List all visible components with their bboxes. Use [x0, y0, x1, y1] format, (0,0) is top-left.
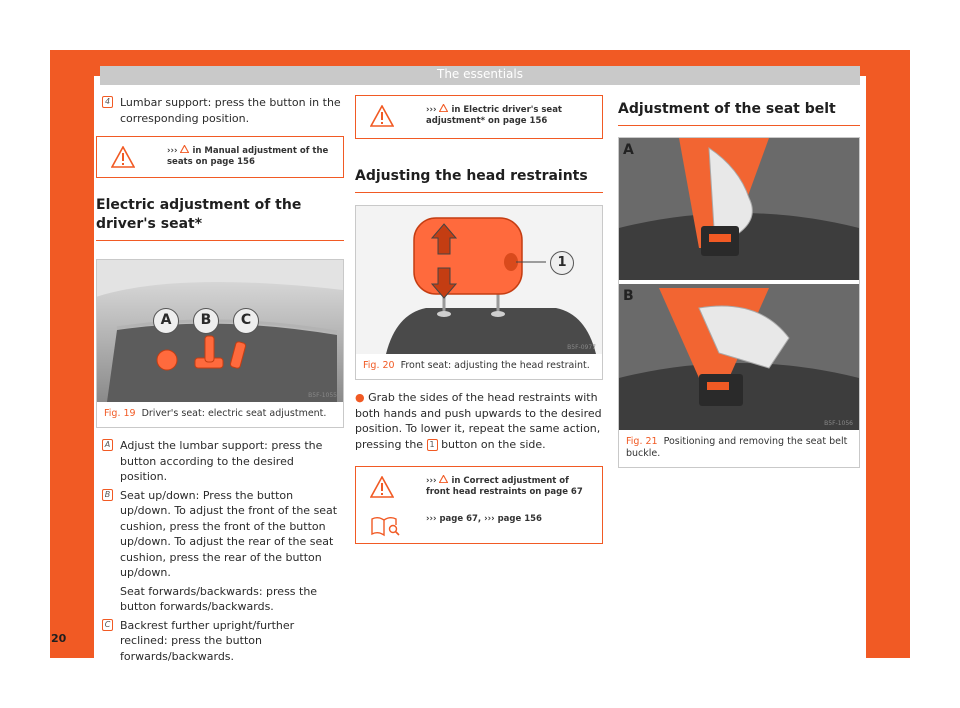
figure-code: B5F-1056	[824, 420, 853, 427]
figure-code: B5F-0977	[567, 344, 596, 351]
column-middle	[355, 95, 603, 544]
marker-b: B	[102, 489, 113, 501]
mini-warning-icon	[180, 145, 189, 153]
item-text: Seat up/down: Press the button up/down. To adjust the front of the seat cushion, press the front of the button up/down. To adjust the rear of the seat cushion, press the rear of the button up/down.	[120, 488, 338, 579]
bullet-icon: ●	[355, 391, 365, 404]
warning-arrows: ›››	[426, 476, 437, 486]
figure-caption	[619, 430, 859, 467]
seat-belt-image	[619, 138, 859, 430]
section-heading: Electric adjustment of the driver's seat*	[96, 196, 344, 241]
warning-link[interactable]: in Electric driver's seat adjustment* on page 156	[426, 105, 562, 126]
head-restraint-image	[356, 206, 602, 354]
warning-triangle-icon	[111, 146, 135, 168]
marker-c: C	[102, 619, 113, 631]
page-number: 20	[51, 632, 67, 645]
warning-link[interactable]: in Correct adjustment of front head restraints on page 67	[426, 476, 583, 497]
mini-warning-icon	[439, 104, 448, 112]
head-restraint-illustration	[356, 206, 602, 354]
warning-link[interactable]: in Manual adjustment of the seats on page 156	[167, 146, 329, 167]
warning-arrows: ›››	[426, 105, 437, 115]
instruction-text-after: button on the side.	[441, 437, 546, 451]
list-item-c	[96, 618, 344, 665]
seat-belt-illustration	[619, 138, 859, 430]
warning-arrows: ›››	[167, 146, 178, 156]
warning-triangle-icon	[370, 476, 394, 498]
marker-a: A	[102, 439, 113, 451]
warning-box	[355, 466, 603, 544]
callout-c: C	[233, 308, 259, 334]
warning-box	[355, 95, 603, 139]
instruction-text: Grab the sides of the head restraints with both hands and push upwards to the desired position. To lower it, repeat the same action, pressing the	[355, 391, 602, 451]
caption-text: Front seat: adjusting the head restraint.	[400, 360, 590, 371]
figure-code: B5F-1055	[308, 392, 337, 399]
item-text: Backrest further upright/further reclined: press the button forwards/backwards.	[120, 618, 295, 663]
marker-1: 1	[427, 439, 438, 451]
item-text-2: Seat forwards/backwards: press the button forwards/backwards.	[120, 584, 318, 613]
panel-label-b: B	[623, 288, 634, 304]
figure-caption	[356, 354, 602, 379]
header-title: The essentials	[437, 67, 523, 81]
section-heading: Adjusting the head restraints	[355, 167, 603, 193]
figure-label: Fig. 19	[104, 408, 136, 419]
mini-warning-icon	[439, 475, 448, 483]
caption-text: Driver's seat: electric seat adjustment.	[141, 408, 327, 419]
caption-text: Positioning and removing the seat belt buckle.	[626, 436, 848, 459]
header-bar	[100, 66, 860, 85]
column-right	[618, 95, 860, 468]
panel-label-a: A	[623, 142, 634, 158]
figure-caption	[97, 402, 343, 427]
callout-b: B	[193, 308, 219, 334]
list-item-a	[96, 438, 344, 485]
seat-illustration	[97, 260, 343, 402]
warning-box	[96, 136, 344, 178]
marker-4: 4	[102, 96, 113, 108]
list-item-4	[96, 95, 344, 126]
item-text: Lumbar support: press the button in the corresponding position.	[120, 96, 341, 125]
item-text: Adjust the lumbar support: press the button according to the desired position.	[120, 439, 323, 483]
page-references[interactable]: ››› page 67, ››› page 156	[426, 514, 542, 524]
section-heading: Adjustment of the seat belt	[618, 100, 860, 126]
figure-20	[355, 205, 603, 380]
column-left	[96, 95, 344, 667]
list-item-b	[96, 488, 344, 615]
figure-label: Fig. 21	[626, 436, 658, 447]
book-reference-icon	[370, 513, 400, 537]
seat-adjust-image	[97, 260, 343, 402]
figure-19	[96, 259, 344, 428]
callout-1: 1	[550, 251, 574, 275]
instruction-paragraph	[355, 390, 603, 452]
callout-a: A	[153, 308, 179, 334]
figure-label: Fig. 20	[363, 360, 395, 371]
figure-21	[618, 137, 860, 468]
warning-triangle-icon	[370, 105, 394, 127]
